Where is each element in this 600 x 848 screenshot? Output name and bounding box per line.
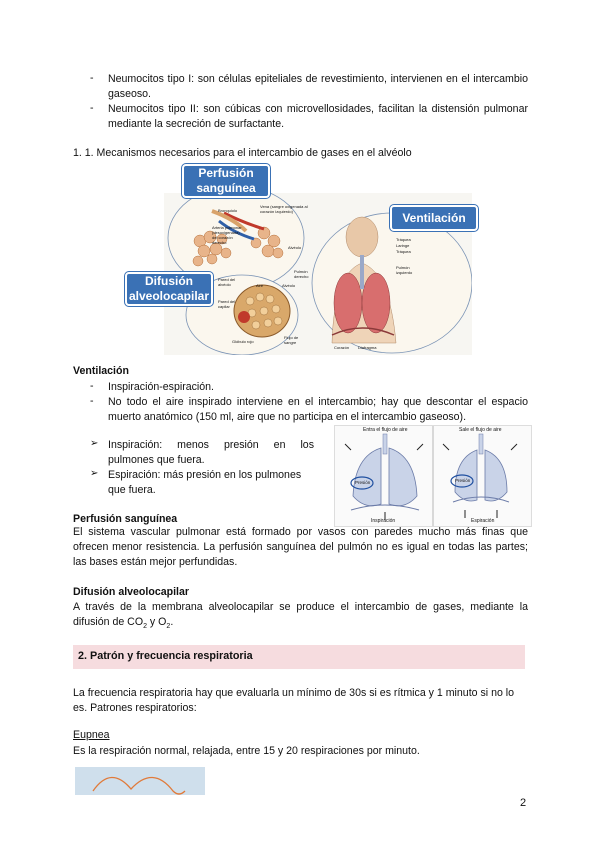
bullet-marker: - xyxy=(90,395,94,407)
vent-item-2 xyxy=(90,395,528,425)
lung-left xyxy=(334,273,362,333)
arrow-marker: ➢ xyxy=(90,468,99,479)
lung-right-inspiration xyxy=(389,448,417,506)
bullet-text: Inspiración-espiración. xyxy=(108,381,214,393)
label-entra-aire: Entra el flujo de aire xyxy=(363,427,408,433)
tag-perfusion: Perfusión sanguínea xyxy=(182,164,270,198)
arrow-espiracion xyxy=(90,468,314,498)
lungs-illustration xyxy=(335,426,531,526)
label-diafragma: Diafragma xyxy=(358,345,377,350)
difusion-text-before: A través de la membrana alveolocapilar se produce el intercambio de gases, mediante la difusión de CO xyxy=(73,601,528,628)
label-pulmon-der: Pulmón derecho xyxy=(294,269,309,279)
bullet-neumocitos-2 xyxy=(90,102,528,132)
page-number: 2 xyxy=(520,797,527,809)
breathing-wave-line xyxy=(93,777,185,794)
arrow-marker: ➢ xyxy=(90,438,99,449)
bullet-text: No todo el aire inspirado interviene en el intercambio; hay que descontar el espacio muerto anatómico (150 ml, aire que no participa en el intercambio gaseoso). xyxy=(108,396,528,423)
eupnea-text: Es la respiración normal, relajada, entre 15 y 20 respiraciones por minuto. xyxy=(73,745,420,757)
difusion-sub-o2: 2 xyxy=(166,623,171,631)
frecuencia-text: La frecuencia respiratoria hay que evaluarla un mínimo de 30s si es rítmica y 1 minuto si no lo es. Patrones respiratorios: xyxy=(73,687,515,714)
subsection-title: 1. 1. Mecanismos necesarios para el intercambio de gases en el alvéolo xyxy=(73,147,412,159)
difusion-sub-co2: 2 xyxy=(143,623,147,631)
label-laringe: Laringe xyxy=(396,243,410,248)
arrow-inspiracion xyxy=(90,438,314,468)
perfusion-text: El sistema vascular pulmonar está formado por vasos con paredes mucho más finas que ofrecen menor resistencia. La perfusión sanguínea del pulmón no es igual en todas las partes; las bases están mejor perfundidas. xyxy=(73,526,528,568)
label-pulmon-izq: Pulmón izquierdo xyxy=(396,265,413,275)
heading-difusion: Difusión alveolocapilar xyxy=(73,586,189,598)
arrow-text: Espiración: más presión en los pulmones que fuera. xyxy=(108,469,302,496)
label-flujo: Flujo de sangre xyxy=(284,335,299,345)
bullet-marker: - xyxy=(90,380,94,392)
label-globulo: Glóbulo rojo xyxy=(232,339,254,344)
label-aire: Aire xyxy=(256,283,264,288)
section-2-bar xyxy=(73,645,525,669)
eupnea-wave-graph xyxy=(75,767,205,795)
label-presion-right: Presión xyxy=(455,478,471,483)
tag-ventilacion: Ventilación xyxy=(390,205,478,231)
breathing-diagram xyxy=(334,425,532,527)
lung-left-inspiration xyxy=(353,448,381,506)
label-traquea-top: Tráquea xyxy=(396,237,411,242)
label-alveolo: Alvéolo xyxy=(288,245,302,250)
bullet-neumocitos-1 xyxy=(90,72,528,102)
label-pared-cap: Pared del capilar xyxy=(218,299,236,309)
label-corazon: Corazón xyxy=(334,345,350,350)
bullet-text: Neumocitos tipo II: son cúbicas con microvellosidades, facilitan la distensión pulmonar mediante la secreción de surfactante. xyxy=(108,103,528,130)
label-traquea: Tráquea xyxy=(396,249,411,254)
vent-item-1 xyxy=(90,380,528,395)
section-2-title: 2. Patrón y frecuencia respiratoria xyxy=(78,650,253,662)
head xyxy=(346,217,378,257)
bullet-text: Neumocitos tipo I: son células epiteliales de revestimiento, intervienen en el intercambio gaseoso. xyxy=(108,73,528,100)
trachea xyxy=(360,255,364,289)
heading-perfusion: Perfusión sanguínea xyxy=(73,513,178,525)
difusion-text xyxy=(73,600,528,634)
label-pared: Pared del alvéolo xyxy=(218,277,236,287)
label-presion-left: Presión xyxy=(355,480,371,485)
heading-eupnea: Eupnea xyxy=(73,729,110,741)
label-vena: Vena (sangre oxigenada al corazón izquierdo) xyxy=(260,204,308,214)
difusion-text-end: . xyxy=(170,616,174,628)
label-arteria: Arteria pulmonar (desoxigenada) del corazón derecho xyxy=(212,225,242,245)
label-sale-aire: Sale el flujo de aire xyxy=(459,427,502,433)
difusion-text-mid: y O xyxy=(146,616,167,628)
heading-ventilacion: Ventilación xyxy=(73,365,129,377)
red-cell xyxy=(238,311,250,323)
arrow-text: Inspiración: menos presión en los pulmones que fuera. xyxy=(108,439,314,466)
bullet-marker: - xyxy=(90,72,94,84)
label-bronquiolo: Bronquiolo xyxy=(218,208,238,213)
bullet-marker: - xyxy=(90,102,94,114)
label-espiracion-fig: Espiración xyxy=(471,518,495,524)
tag-difusion: Difusión alveolocapilar xyxy=(125,272,213,306)
label-inspiracion-fig: Inspiración xyxy=(371,518,396,524)
lung-right-espiration xyxy=(485,450,507,501)
label-alveolo2: Alvéolo xyxy=(282,283,296,288)
lung-right xyxy=(362,273,390,333)
eupnea-wave xyxy=(75,767,205,795)
